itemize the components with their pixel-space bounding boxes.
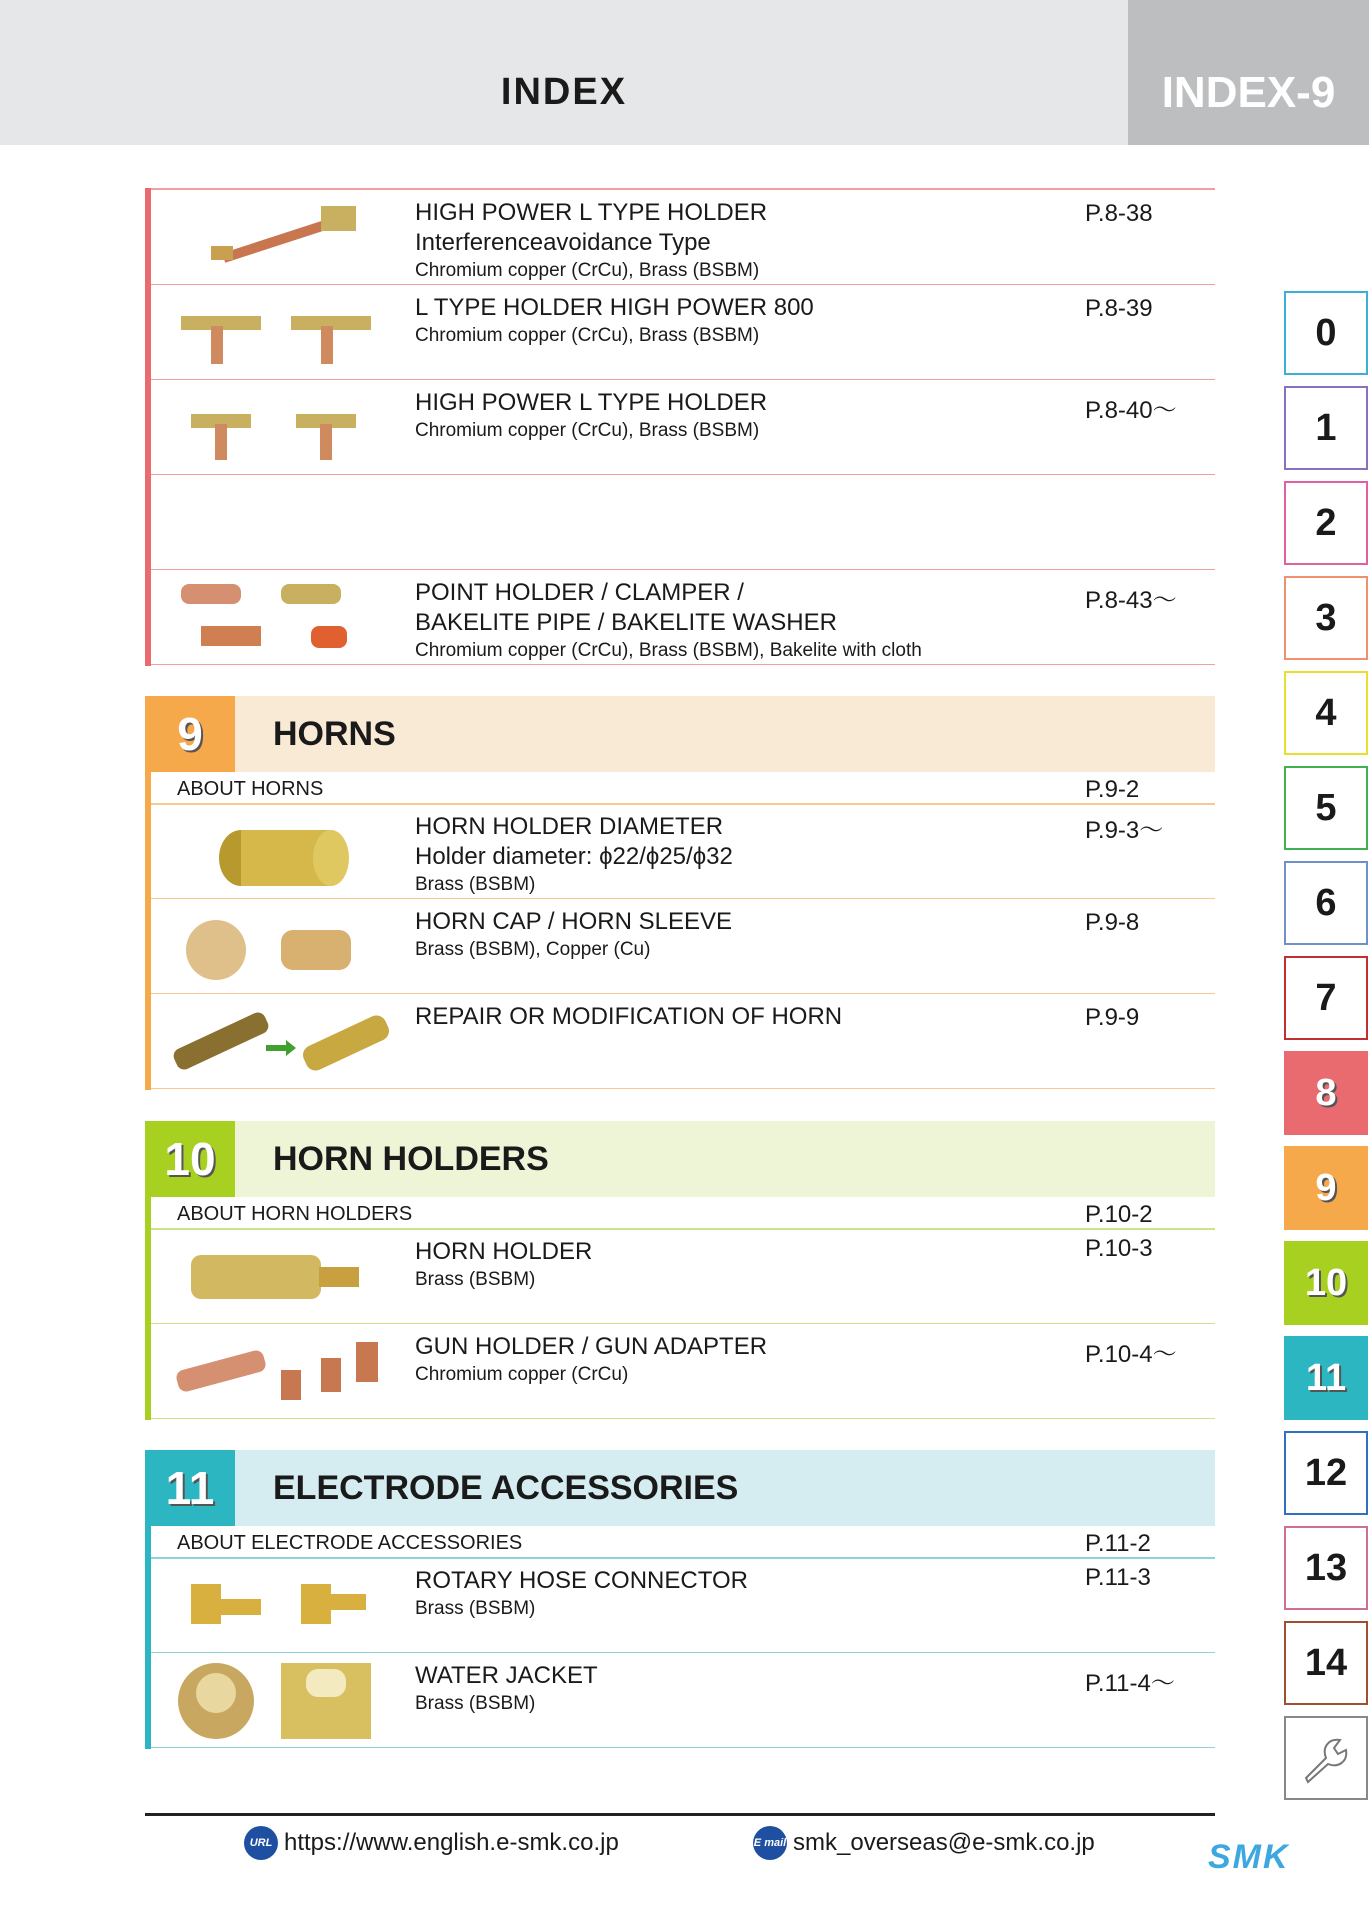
item-title: HORN HOLDER DIAMETER [415,813,724,840]
tab-6[interactable]: 6 [1284,861,1368,945]
item-material: Chromium copper (CrCu), Brass (BSBM) [415,325,760,346]
item-page[interactable]: P.8-43～ [1085,587,1177,614]
horn-holder-product-image [171,1235,401,1317]
item-page[interactable]: P.9-3～ [1085,817,1164,844]
item-page[interactable]: P.9-8 [1085,909,1140,936]
section-9-header [145,696,1215,772]
item-line2: Interferenceavoidance Type [415,229,711,256]
page-number-badge: INDEX-9 [1128,0,1369,145]
item-title: POINT HOLDER / CLAMPER / [415,579,744,606]
item-material: Brass (BSBM) [415,874,536,895]
tab-0[interactable]: 0 [1284,291,1368,375]
item-material: Brass (BSBM) [415,1693,536,1714]
tab-12[interactable]: 12 [1284,1431,1368,1515]
item-material: Chromium copper (CrCu), Brass (BSBM) [415,260,760,281]
item-title: ROTARY HOSE CONNECTOR [415,1567,748,1594]
tab-11[interactable]: 11 [1284,1336,1368,1420]
horn-repair-image [171,1000,401,1082]
high-power-holder-image [171,386,401,468]
url-icon: URL [244,1826,278,1860]
item-material: Chromium copper (CrCu), Brass (BSBM), Bakelite with cloth [415,640,922,661]
item-material: Chromium copper (CrCu), Brass (BSBM) [415,420,760,441]
list-item[interactable] [151,1229,1215,1324]
list-item[interactable] [151,804,1215,899]
section-10-header [145,1121,1215,1197]
item-material: Brass (BSBM), Copper (Cu) [415,939,651,960]
tab-8[interactable]: 8 [1284,1051,1368,1135]
about-link[interactable]: ABOUT ELECTRODE ACCESSORIES [177,1532,523,1554]
item-material: Brass (BSBM) [415,1598,536,1619]
point-holder-image [171,576,401,658]
water-jacket-image [171,1659,401,1741]
section-11-header [145,1450,1215,1526]
item-title: HIGH POWER L TYPE HOLDER [415,389,768,416]
item-line2: Holder diameter: ϕ22/ϕ25/ϕ32 [415,843,733,870]
section-11 [145,1450,1215,1749]
item-material: Chromium copper (CrCu) [415,1364,629,1385]
tab-1[interactable]: 1 [1284,386,1368,470]
about-link[interactable]: ABOUT HORN HOLDERS [177,1203,413,1225]
item-title: GUN HOLDER / GUN ADAPTER [415,1333,768,1360]
tab-10[interactable]: 10 [1284,1241,1368,1325]
l-holder-800-image [171,291,401,373]
section-number: 9 [145,696,235,772]
rotary-connector-image [171,1564,401,1646]
l-holder-image [171,196,401,278]
section-name: ELECTRODE ACCESSORIES [273,1468,739,1507]
wrench-icon[interactable] [1284,1716,1368,1800]
item-page[interactable]: P.8-39 [1085,295,1153,322]
item-page[interactable]: P.10-4～ [1085,1341,1177,1368]
item-page[interactable]: P.8-40～ [1085,397,1177,424]
footer-email[interactable] [753,1826,1095,1860]
tab-14[interactable]: 14 [1284,1621,1368,1705]
section-10 [145,1121,1215,1420]
section-name: HORN HOLDERS [273,1139,549,1178]
item-title: HORN HOLDER [415,1238,593,1265]
item-page[interactable]: P.10-3 [1085,1235,1153,1262]
list-item[interactable] [151,1653,1215,1748]
tab-7[interactable]: 7 [1284,956,1368,1040]
list-item[interactable] [151,285,1215,380]
mail-icon: E mail [753,1826,787,1860]
list-item[interactable] [151,190,1215,285]
item-page[interactable]: P.11-4～ [1085,1670,1175,1697]
tab-9[interactable]: 9 [1284,1146,1368,1230]
gun-holder-image [171,1330,401,1412]
about-link[interactable]: ABOUT HORNS [177,778,324,800]
tab-3[interactable]: 3 [1284,576,1368,660]
list-item[interactable] [151,994,1215,1089]
about-page[interactable]: P.11-2 [1085,1530,1151,1557]
footer-url[interactable] [244,1826,619,1860]
list-item[interactable] [151,380,1215,475]
tab-5[interactable]: 5 [1284,766,1368,850]
section-name: HORNS [273,714,396,753]
item-title: HORN CAP / HORN SLEEVE [415,908,732,935]
item-title: HIGH POWER L TYPE HOLDER [415,199,768,226]
item-page[interactable]: P.9-9 [1085,1004,1140,1031]
tab-2[interactable]: 2 [1284,481,1368,565]
section-number: 10 [145,1121,235,1197]
section-number: 11 [145,1450,235,1526]
section-9 [145,696,1215,1090]
horn-holder-image [171,810,401,892]
item-page[interactable]: P.8-38 [1085,200,1153,227]
item-title: REPAIR OR MODIFICATION OF HORN [415,1003,843,1030]
about-page[interactable]: P.9-2 [1085,776,1140,803]
list-item[interactable] [151,570,1215,665]
list-item[interactable] [151,1324,1215,1419]
horn-cap-image [171,905,401,987]
about-page[interactable]: P.10-2 [1085,1201,1153,1228]
item-page[interactable]: P.11-3 [1085,1564,1151,1591]
list-item[interactable] [151,899,1215,994]
item-line2: BAKELITE PIPE / BAKELITE WASHER [415,609,837,636]
tab-13[interactable]: 13 [1284,1526,1368,1610]
item-material: Brass (BSBM) [415,1269,536,1290]
smk-logo: SMK [1208,1838,1290,1876]
item-title: WATER JACKET [415,1662,598,1689]
footer-divider [145,1813,1215,1816]
url-text[interactable]: https://www.english.e-smk.co.jp [284,1829,619,1856]
email-text[interactable]: smk_overseas@e-smk.co.jp [793,1829,1095,1856]
list-item[interactable] [151,1558,1215,1653]
list-item-empty [151,475,1215,570]
tab-4[interactable]: 4 [1284,671,1368,755]
section-8-list [145,188,1215,666]
page-title: INDEX [500,71,628,113]
item-title: L TYPE HOLDER HIGH POWER 800 [415,294,814,321]
